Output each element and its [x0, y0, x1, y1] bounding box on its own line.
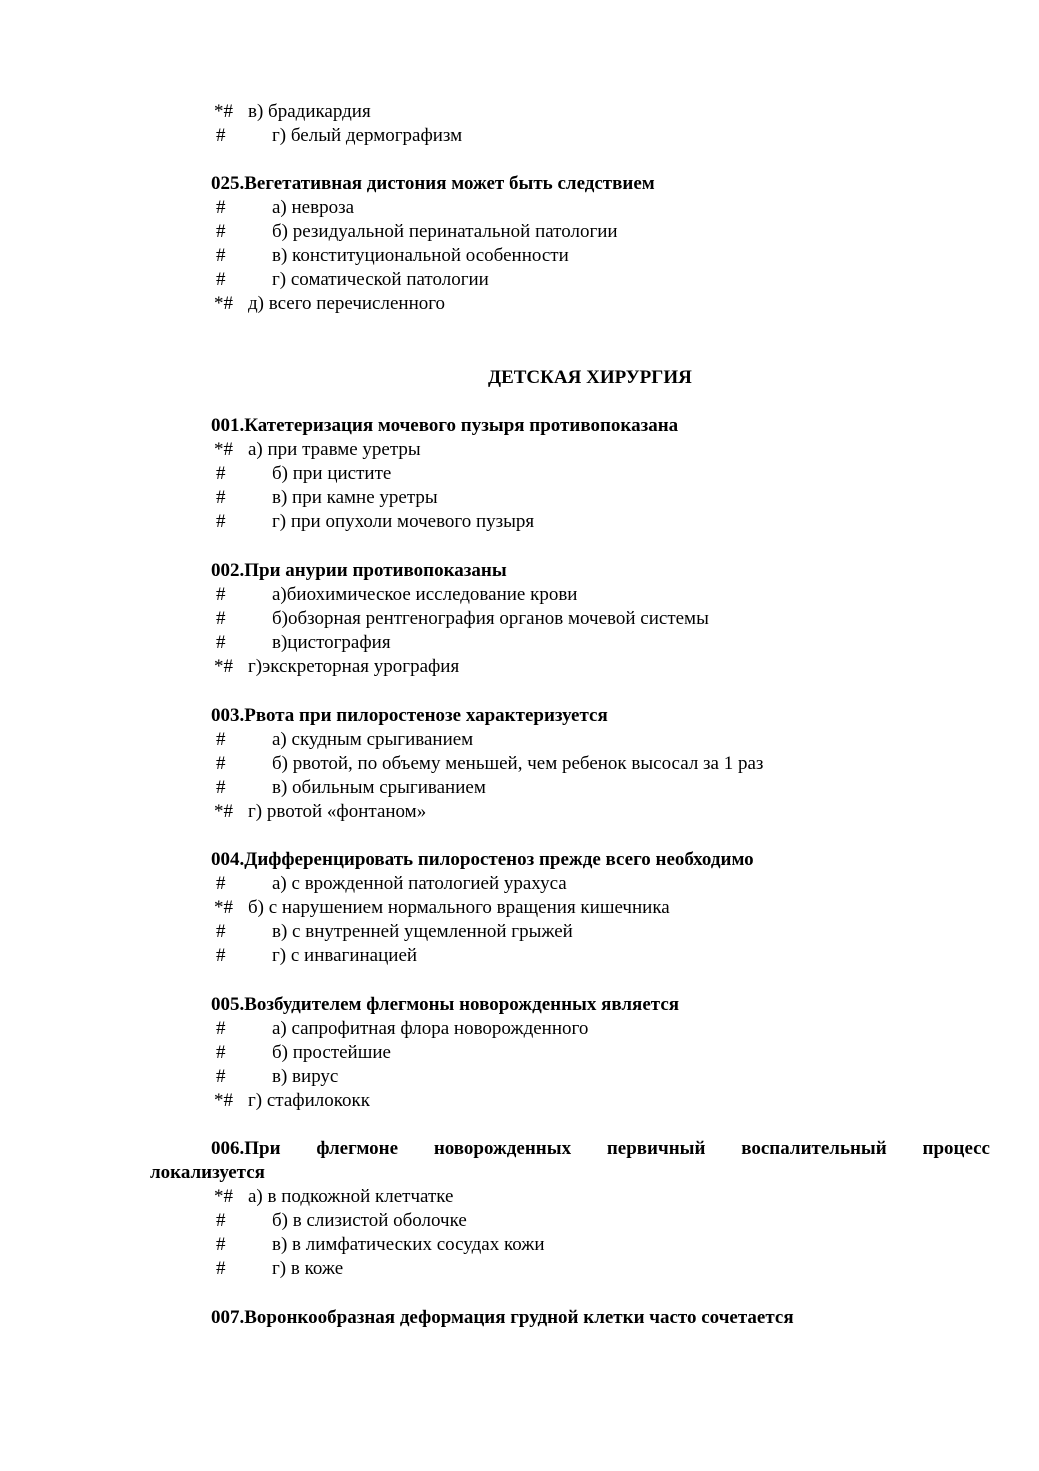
answer-text: а) в подкожной клетчатке — [248, 1186, 454, 1207]
answer-text: а) при травме уретры — [248, 439, 421, 460]
answer-text: в) с внутренней ущемленной грыжей — [272, 921, 573, 942]
answer-text: в) конституциональной особенности — [272, 245, 569, 266]
answer-text: в)цистография — [272, 632, 391, 653]
answer-marker: # — [216, 197, 226, 218]
answer-marker: # — [216, 753, 226, 774]
question-title-continued: локализуется — [150, 1162, 265, 1183]
question-title: 001.Катетеризация мочевого пузыря противопоказана — [211, 415, 679, 436]
question-title: 006.При флегмоне новорожденных первичный воспалительный процесс — [211, 1138, 990, 1159]
answer-marker: # — [216, 584, 226, 605]
answer-marker: # — [216, 729, 226, 750]
answer-text: г) рвотой «фонтаном» — [248, 801, 427, 822]
answer-marker: # — [216, 632, 226, 653]
answer-text: а) невроза — [272, 197, 355, 218]
answer-marker: # — [216, 463, 226, 484]
correct-answer-marker: *# — [214, 801, 233, 822]
answer-text: б) рвотой, по объему меньшей, чем ребенок высосал за 1 раз — [272, 753, 764, 774]
correct-answer-marker: *# — [214, 897, 233, 918]
answer-text: б) резидуальной перинатальной патологии — [272, 221, 618, 242]
answer-text: а) с врожденной патологией урахуса — [272, 873, 567, 894]
answer-text: в) вирус — [272, 1066, 339, 1087]
answer-marker: # — [216, 873, 226, 894]
answer-marker: # — [216, 487, 226, 508]
answer-text: г) с инвагинацией — [272, 945, 418, 966]
answer-text: в) в лимфатических сосудах кожи — [272, 1234, 545, 1255]
answer-text: б) при цистите — [272, 463, 392, 484]
answer-marker: # — [216, 921, 226, 942]
correct-answer-marker: *# — [214, 293, 233, 314]
question-title: 007.Воронкообразная деформация грудной клетки часто сочетается — [211, 1307, 794, 1328]
answer-text: г) в коже — [272, 1258, 344, 1279]
answer-marker: # — [216, 945, 226, 966]
answer-text: г) при опухоли мочевого пузыря — [272, 511, 535, 532]
answer-marker: # — [216, 1258, 226, 1279]
answer-marker: # — [216, 1042, 226, 1063]
question-title: 002.При анурии противопоказаны — [211, 560, 507, 581]
answer-marker: # — [216, 1066, 226, 1087]
answer-text: г) стафилококк — [248, 1090, 370, 1111]
answer-marker: # — [216, 125, 226, 146]
answer-text: б) простейшие — [272, 1042, 391, 1063]
answer-marker: # — [216, 511, 226, 532]
answer-text: б)обзорная рентгенография органов мочевой системы — [272, 608, 709, 629]
answer-text: г) белый дермографизм — [272, 125, 463, 146]
question-title: 005.Возбудителем флегмоны новорожденных является — [211, 994, 680, 1015]
answer-marker: # — [216, 777, 226, 798]
answer-text: б) в слизистой оболочке — [272, 1210, 467, 1231]
answer-marker: # — [216, 221, 226, 242]
answer-text: в) обильным срыгиванием — [272, 777, 486, 798]
correct-answer-marker: *# — [214, 439, 233, 460]
question-title: 004.Дифференцировать пилоростеноз прежде всего необходимо — [211, 849, 754, 870]
answer-marker: # — [216, 608, 226, 629]
answer-marker: # — [216, 245, 226, 266]
answer-marker: # — [216, 1210, 226, 1231]
answer-text: г) соматической патологии — [272, 269, 489, 290]
answer-marker: # — [216, 1018, 226, 1039]
question-title: 003.Рвота при пилоростенозе характеризуется — [211, 705, 608, 726]
answer-text: в) при камне уретры — [272, 487, 438, 508]
answer-text: а)биохимическое исследование крови — [272, 584, 578, 605]
answer-marker: # — [216, 1234, 226, 1255]
section-heading: ДЕТСКАЯ ХИРУРГИЯ — [488, 367, 692, 388]
correct-answer-marker: *# — [214, 1186, 233, 1207]
answer-text: а) скудным срыгиванием — [272, 729, 474, 750]
answer-text: а) сапрофитная флора новорожденного — [272, 1018, 589, 1039]
answer-text: б) с нарушением нормального вращения кишечника — [248, 897, 670, 918]
answer-text: г)экскреторная урография — [248, 656, 460, 677]
correct-answer-marker: *# — [214, 101, 233, 122]
correct-answer-marker: *# — [214, 656, 233, 677]
correct-answer-marker: *# — [214, 1090, 233, 1111]
answer-text: д) всего перечисленного — [248, 293, 446, 314]
answer-text: в) брадикардия — [248, 101, 371, 122]
answer-marker: # — [216, 269, 226, 290]
question-title: 025.Вегетативная дистония может быть следствием — [211, 173, 655, 194]
